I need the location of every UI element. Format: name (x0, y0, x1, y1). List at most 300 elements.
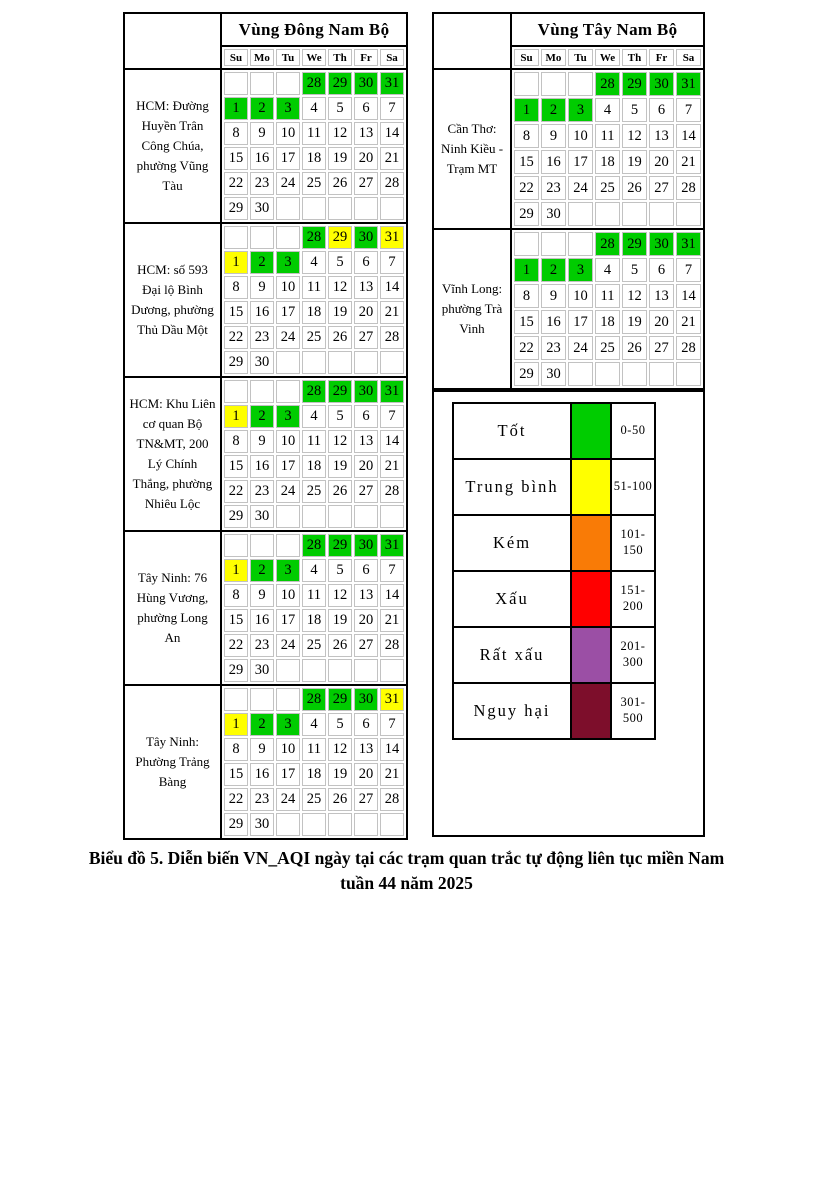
day-cell-18: 18 (302, 455, 326, 478)
weekday-cell-fr: Fr (649, 49, 674, 66)
day-cell-empty (354, 505, 378, 528)
day-cell-24: 24 (276, 480, 300, 503)
day-cell-1: 1 (224, 97, 248, 120)
day-cell-28: 28 (380, 326, 404, 349)
day-cell-3: 3 (276, 405, 300, 428)
day-cell-16: 16 (541, 310, 566, 334)
day-cell-empty (302, 505, 326, 528)
legend-category-label: Rất xấu (453, 627, 571, 683)
day-cell-16: 16 (250, 455, 274, 478)
day-cell-31: 31 (380, 534, 404, 557)
day-cell-4: 4 (302, 713, 326, 736)
day-cell-24: 24 (276, 326, 300, 349)
station-label-cell (434, 70, 512, 228)
day-cell-30: 30 (354, 688, 378, 711)
day-cell-30: 30 (354, 534, 378, 557)
day-cell-5: 5 (622, 258, 647, 282)
day-cell-10: 10 (568, 124, 593, 148)
day-cell-18: 18 (302, 301, 326, 324)
day-cell-3: 3 (568, 258, 593, 282)
station-label-cell (125, 224, 222, 376)
calendar-week-row (224, 659, 404, 682)
calendar-week-row (224, 351, 404, 374)
day-cell-3: 3 (276, 97, 300, 120)
legend-row (453, 683, 655, 739)
day-cell-empty (514, 72, 539, 96)
calendar-week-row (224, 276, 404, 299)
weekday-cell-fr: Fr (354, 49, 378, 66)
day-cell-22: 22 (224, 634, 248, 657)
day-cell-8: 8 (224, 430, 248, 453)
day-cell-2: 2 (541, 258, 566, 282)
legend-row (453, 515, 655, 571)
day-cell-7: 7 (380, 251, 404, 274)
day-cell-1: 1 (514, 258, 539, 282)
calendar-week-row (224, 301, 404, 324)
day-cell-19: 19 (328, 301, 352, 324)
day-cell-empty (676, 202, 701, 226)
day-cell-7: 7 (380, 713, 404, 736)
table-header (125, 14, 406, 70)
day-cell-11: 11 (595, 284, 620, 308)
day-cell-24: 24 (568, 176, 593, 200)
station-calendar-grid (222, 224, 406, 376)
day-cell-empty (595, 202, 620, 226)
day-cell-5: 5 (328, 559, 352, 582)
day-cell-27: 27 (649, 336, 674, 360)
day-cell-4: 4 (302, 559, 326, 582)
calendar-week-row (514, 124, 701, 148)
day-cell-24: 24 (276, 172, 300, 195)
day-cell-16: 16 (541, 150, 566, 174)
weekday-cell-tu: Tu (276, 49, 300, 66)
table-header (434, 14, 703, 70)
day-cell-27: 27 (354, 172, 378, 195)
day-cell-30: 30 (354, 380, 378, 403)
day-cell-22: 22 (224, 480, 248, 503)
legend-range-value: 51-100 (611, 459, 655, 515)
station-block (125, 684, 406, 838)
day-cell-17: 17 (276, 147, 300, 170)
day-cell-15: 15 (224, 301, 248, 324)
day-cell-18: 18 (302, 609, 326, 632)
station-label-cell (434, 230, 512, 388)
day-cell-20: 20 (354, 609, 378, 632)
day-cell-29: 29 (224, 659, 248, 682)
calendar-week-row (514, 362, 701, 386)
weekday-cell-sa: Sa (676, 49, 701, 66)
day-cell-13: 13 (354, 276, 378, 299)
day-cell-30: 30 (354, 226, 378, 249)
calendar-week-row (224, 609, 404, 632)
day-cell-20: 20 (649, 150, 674, 174)
day-cell-17: 17 (276, 763, 300, 786)
day-cell-7: 7 (676, 98, 701, 122)
weekday-cell-th: Th (622, 49, 647, 66)
calendar-week-row (224, 480, 404, 503)
header-blank-cell (125, 14, 222, 68)
day-cell-25: 25 (595, 176, 620, 200)
day-cell-29: 29 (622, 232, 647, 256)
day-cell-9: 9 (250, 122, 274, 145)
day-cell-22: 22 (514, 336, 539, 360)
legend-category-label: Trung bình (453, 459, 571, 515)
station-block (125, 530, 406, 684)
day-cell-12: 12 (328, 276, 352, 299)
day-cell-4: 4 (595, 98, 620, 122)
day-cell-23: 23 (250, 480, 274, 503)
calendar-week-row (224, 226, 404, 249)
region-title: Vùng Tây Nam Bộ (512, 14, 703, 47)
day-cell-31: 31 (676, 72, 701, 96)
legend-category-label: Xấu (453, 571, 571, 627)
calendar-week-row (224, 455, 404, 478)
day-cell-26: 26 (328, 634, 352, 657)
day-cell-13: 13 (649, 124, 674, 148)
day-cell-17: 17 (276, 609, 300, 632)
weekday-cell-tu: Tu (568, 49, 593, 66)
calendar-week-row (224, 788, 404, 811)
legend-color-swatch (571, 627, 611, 683)
day-cell-29: 29 (622, 72, 647, 96)
station-calendar-grid (222, 70, 406, 222)
calendar-week-row (514, 258, 701, 282)
day-cell-28: 28 (595, 72, 620, 96)
day-cell-11: 11 (302, 430, 326, 453)
day-cell-10: 10 (276, 738, 300, 761)
day-cell-10: 10 (276, 584, 300, 607)
day-cell-18: 18 (302, 763, 326, 786)
day-cell-9: 9 (541, 284, 566, 308)
day-cell-21: 21 (380, 609, 404, 632)
day-cell-empty (276, 813, 300, 836)
day-cell-26: 26 (328, 172, 352, 195)
day-cell-24: 24 (568, 336, 593, 360)
day-cell-7: 7 (380, 405, 404, 428)
day-cell-30: 30 (250, 351, 274, 374)
day-cell-3: 3 (568, 98, 593, 122)
station-label: Tây Ninh: 76 Hùng Vương, phường Long An (136, 569, 209, 646)
day-cell-12: 12 (622, 124, 647, 148)
day-cell-8: 8 (514, 124, 539, 148)
day-cell-empty (380, 197, 404, 220)
day-cell-1: 1 (514, 98, 539, 122)
day-cell-16: 16 (250, 763, 274, 786)
day-cell-27: 27 (354, 480, 378, 503)
station-label: Tây Ninh: Phường Trảng Bàng (135, 733, 210, 790)
day-cell-10: 10 (276, 430, 300, 453)
day-cell-empty (250, 688, 274, 711)
calendar-week-row (224, 251, 404, 274)
day-cell-21: 21 (380, 455, 404, 478)
day-cell-9: 9 (250, 584, 274, 607)
calendar-week-row (224, 122, 404, 145)
station-block (125, 222, 406, 376)
day-cell-14: 14 (380, 738, 404, 761)
day-cell-12: 12 (328, 738, 352, 761)
weekday-row (224, 49, 404, 66)
day-cell-29: 29 (328, 72, 352, 95)
day-cell-14: 14 (676, 284, 701, 308)
day-cell-8: 8 (224, 122, 248, 145)
day-cell-3: 3 (276, 559, 300, 582)
day-cell-empty (568, 362, 593, 386)
day-cell-18: 18 (595, 310, 620, 334)
calendar-week-row (224, 172, 404, 195)
station-label-cell (125, 532, 222, 684)
day-cell-empty (250, 380, 274, 403)
day-cell-13: 13 (354, 584, 378, 607)
day-cell-3: 3 (276, 713, 300, 736)
day-cell-29: 29 (328, 226, 352, 249)
aqi-legend (452, 402, 656, 740)
day-cell-empty (354, 197, 378, 220)
day-cell-empty (568, 72, 593, 96)
day-cell-10: 10 (276, 276, 300, 299)
legend-color-swatch (571, 403, 611, 459)
calendar-week-row (514, 150, 701, 174)
day-cell-17: 17 (568, 150, 593, 174)
calendar-week-row (224, 688, 404, 711)
day-header-area (512, 14, 703, 68)
day-cell-25: 25 (595, 336, 620, 360)
day-cell-31: 31 (380, 72, 404, 95)
day-cell-28: 28 (302, 226, 326, 249)
calendar-table-tay-nam-bo (432, 12, 705, 390)
calendar-week-row (224, 197, 404, 220)
calendar-week-row (224, 97, 404, 120)
calendar-week-row (224, 763, 404, 786)
day-cell-11: 11 (302, 738, 326, 761)
day-cell-29: 29 (328, 688, 352, 711)
day-cell-13: 13 (354, 122, 378, 145)
day-cell-empty (380, 813, 404, 836)
weekday-header-row (222, 47, 406, 68)
day-cell-30: 30 (649, 232, 674, 256)
day-cell-31: 31 (380, 226, 404, 249)
day-cell-27: 27 (649, 176, 674, 200)
day-cell-14: 14 (676, 124, 701, 148)
day-cell-empty (250, 534, 274, 557)
day-cell-4: 4 (302, 251, 326, 274)
day-cell-empty (224, 688, 248, 711)
day-cell-24: 24 (276, 634, 300, 657)
day-cell-25: 25 (302, 634, 326, 657)
day-cell-12: 12 (328, 430, 352, 453)
station-calendar-grid (222, 532, 406, 684)
day-cell-empty (250, 226, 274, 249)
day-cell-28: 28 (302, 380, 326, 403)
day-cell-2: 2 (250, 559, 274, 582)
day-cell-28: 28 (676, 176, 701, 200)
station-label: HCM: Khu Liên cơ quan Bộ TN&MT, 200 Lý Chính Thắng, phường Nhiêu Lộc (129, 395, 216, 512)
day-cell-14: 14 (380, 276, 404, 299)
day-cell-empty (224, 534, 248, 557)
day-cell-1: 1 (224, 559, 248, 582)
day-cell-28: 28 (380, 172, 404, 195)
legend-color-swatch (571, 683, 611, 739)
calendar-week-row (224, 813, 404, 836)
day-cell-25: 25 (302, 326, 326, 349)
legend-range-value: 151-200 (611, 571, 655, 627)
day-cell-26: 26 (622, 336, 647, 360)
day-cell-empty (302, 351, 326, 374)
day-cell-8: 8 (224, 738, 248, 761)
day-cell-empty (224, 226, 248, 249)
calendar-week-row (224, 326, 404, 349)
day-cell-16: 16 (250, 147, 274, 170)
day-cell-19: 19 (328, 455, 352, 478)
legend-range-value: 201-300 (611, 627, 655, 683)
day-cell-11: 11 (302, 276, 326, 299)
calendar-week-row (514, 98, 701, 122)
weekday-row (514, 49, 701, 66)
legend-container (432, 390, 705, 837)
day-cell-26: 26 (328, 788, 352, 811)
day-cell-empty (568, 202, 593, 226)
day-cell-11: 11 (302, 584, 326, 607)
day-cell-19: 19 (328, 763, 352, 786)
day-cell-18: 18 (302, 147, 326, 170)
legend-category-label: Nguy hại (453, 683, 571, 739)
day-cell-1: 1 (224, 251, 248, 274)
weekday-cell-th: Th (328, 49, 352, 66)
day-cell-empty (328, 659, 352, 682)
day-cell-12: 12 (328, 122, 352, 145)
day-cell-30: 30 (250, 659, 274, 682)
day-cell-23: 23 (250, 634, 274, 657)
station-calendar-grid (512, 230, 703, 388)
day-cell-21: 21 (676, 150, 701, 174)
weekday-cell-mo: Mo (250, 49, 274, 66)
day-cell-1: 1 (224, 405, 248, 428)
day-cell-empty (276, 688, 300, 711)
day-cell-empty (676, 362, 701, 386)
weekday-cell-we: We (302, 49, 326, 66)
day-cell-7: 7 (380, 97, 404, 120)
day-cell-15: 15 (224, 455, 248, 478)
day-cell-15: 15 (224, 609, 248, 632)
day-cell-empty (380, 351, 404, 374)
day-cell-17: 17 (568, 310, 593, 334)
day-cell-empty (250, 72, 274, 95)
day-header-area (222, 14, 406, 68)
day-cell-26: 26 (328, 480, 352, 503)
day-cell-19: 19 (622, 150, 647, 174)
calendar-week-row (514, 232, 701, 256)
day-cell-28: 28 (595, 232, 620, 256)
day-cell-5: 5 (622, 98, 647, 122)
day-cell-22: 22 (224, 326, 248, 349)
caption-line-1: Biểu đồ 5. Diễn biến VN_AQI ngày tại các trạm quan trắc tự động liên tục miền Nam (88, 848, 725, 868)
day-cell-3: 3 (276, 251, 300, 274)
day-cell-21: 21 (676, 310, 701, 334)
calendar-week-row (224, 559, 404, 582)
day-cell-30: 30 (250, 505, 274, 528)
day-cell-23: 23 (250, 172, 274, 195)
calendar-week-row (224, 72, 404, 95)
day-cell-30: 30 (250, 813, 274, 836)
day-cell-30: 30 (354, 72, 378, 95)
day-cell-19: 19 (622, 310, 647, 334)
day-cell-27: 27 (354, 634, 378, 657)
day-cell-31: 31 (380, 380, 404, 403)
calendar-week-row (224, 430, 404, 453)
day-cell-21: 21 (380, 763, 404, 786)
calendar-week-row (224, 380, 404, 403)
day-cell-empty (541, 72, 566, 96)
day-cell-26: 26 (622, 176, 647, 200)
calendar-week-row (224, 534, 404, 557)
day-cell-empty (328, 813, 352, 836)
legend-color-swatch (571, 515, 611, 571)
day-cell-11: 11 (595, 124, 620, 148)
region-title: Vùng Đông Nam Bộ (222, 14, 406, 47)
day-cell-16: 16 (250, 301, 274, 324)
day-cell-19: 19 (328, 147, 352, 170)
station-block (434, 70, 703, 228)
day-cell-10: 10 (568, 284, 593, 308)
day-cell-25: 25 (302, 788, 326, 811)
day-cell-22: 22 (224, 172, 248, 195)
day-cell-7: 7 (380, 559, 404, 582)
day-cell-empty (354, 659, 378, 682)
day-cell-13: 13 (354, 430, 378, 453)
day-cell-empty (224, 72, 248, 95)
day-cell-20: 20 (354, 455, 378, 478)
day-cell-15: 15 (514, 310, 539, 334)
day-cell-empty (302, 659, 326, 682)
day-cell-9: 9 (541, 124, 566, 148)
legend-color-swatch (571, 459, 611, 515)
weekday-cell-mo: Mo (541, 49, 566, 66)
weekday-cell-su: Su (224, 49, 248, 66)
day-cell-6: 6 (649, 258, 674, 282)
day-cell-15: 15 (224, 147, 248, 170)
day-cell-empty (649, 362, 674, 386)
weekday-cell-su: Su (514, 49, 539, 66)
day-cell-empty (380, 659, 404, 682)
day-cell-5: 5 (328, 713, 352, 736)
day-cell-29: 29 (224, 351, 248, 374)
day-cell-23: 23 (541, 176, 566, 200)
day-cell-2: 2 (250, 251, 274, 274)
day-cell-23: 23 (250, 326, 274, 349)
legend-range-value: 0-50 (611, 403, 655, 459)
calendar-week-row (224, 738, 404, 761)
day-cell-13: 13 (354, 738, 378, 761)
day-cell-empty (276, 505, 300, 528)
day-cell-18: 18 (595, 150, 620, 174)
calendar-week-row (514, 284, 701, 308)
day-cell-14: 14 (380, 122, 404, 145)
header-blank-cell (434, 14, 512, 68)
calendar-week-row (224, 584, 404, 607)
day-cell-empty (276, 534, 300, 557)
day-cell-24: 24 (276, 788, 300, 811)
legend-row (453, 627, 655, 683)
day-cell-10: 10 (276, 122, 300, 145)
station-label-cell (125, 70, 222, 222)
day-cell-6: 6 (649, 98, 674, 122)
day-cell-9: 9 (250, 276, 274, 299)
day-cell-28: 28 (380, 634, 404, 657)
day-cell-30: 30 (541, 202, 566, 226)
station-label: HCM: Đường Huyền Trân Công Chúa, phường Vũng Tàu (136, 97, 209, 194)
station-block (125, 376, 406, 530)
day-cell-empty (276, 226, 300, 249)
day-cell-8: 8 (514, 284, 539, 308)
